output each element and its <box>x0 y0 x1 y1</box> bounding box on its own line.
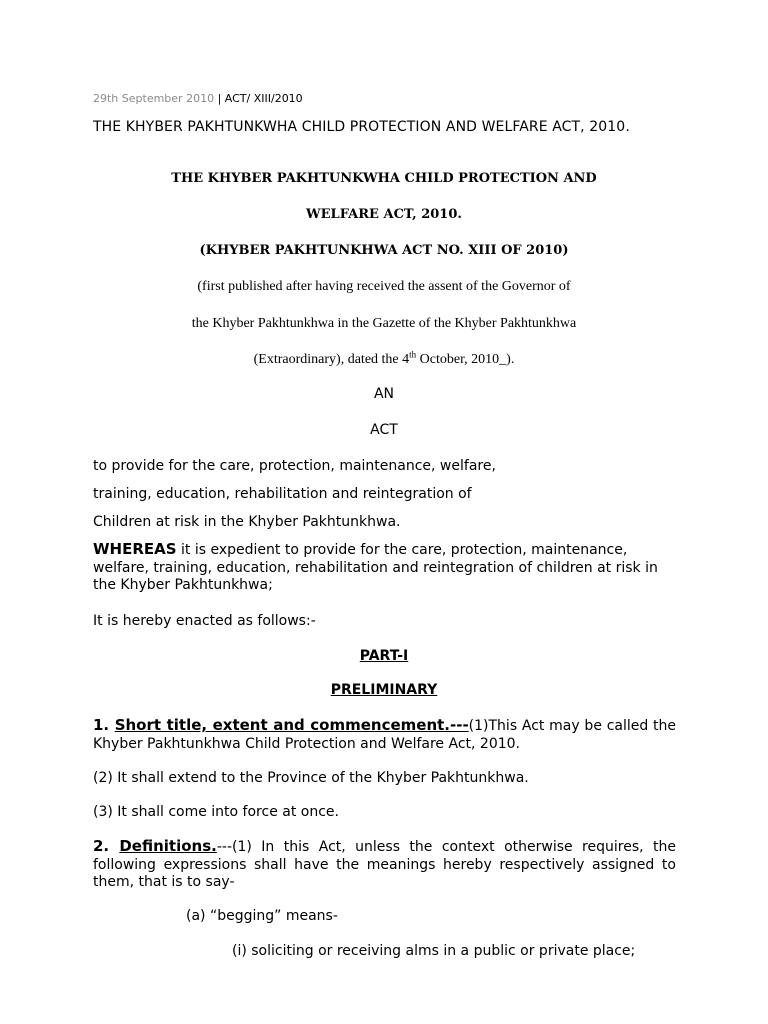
definition-item-a: (a) “begging” means- <box>186 908 338 924</box>
heading-act-number: (KHYBER PAKHTUNKHWA ACT NO. XIII OF 2010) <box>199 243 569 258</box>
whereas-paragraph <box>93 541 676 595</box>
publication-line-3-start: (Extraordinary), dated the 4 <box>253 352 410 367</box>
preliminary-heading-text: PRELIMINARY <box>330 682 438 698</box>
heading-line-1: THE KHYBER PAKHTUNKWHA CHILD PROTECTION AND <box>171 171 597 186</box>
whereas-text: it is expedient to provide for the care, protection, maintenance, welfare, training, education, rehabilitation and reintegration of children at risk in the Khyber Pakhtunkhwa; <box>93 542 658 593</box>
header-separator: | <box>214 92 225 105</box>
publication-line-2: the Khyber Pakhtunkhwa in the Gazette of the Khyber Pakhtunkhwa <box>191 316 577 331</box>
publication-line-3-end: October, 2010_). <box>416 352 515 367</box>
publication-line-3 <box>0 349 768 368</box>
section-2-number: 2. <box>93 837 120 855</box>
publication-superscript: th <box>409 349 417 360</box>
whereas-lead: WHEREAS <box>93 540 177 558</box>
section-1 <box>93 717 676 753</box>
section-1-subsection-2: (2) It shall extend to the Province of the Khyber Pakhtunkhwa. <box>93 770 529 786</box>
document-title: THE KHYBER PAKHTUNKWHA CHILD PROTECTION AND WELFARE ACT, 2010. <box>93 119 630 135</box>
section-1-number: 1. <box>93 716 115 734</box>
purpose-line-3: Children at risk in the Khyber Pakhtunkhwa. <box>93 514 401 530</box>
enacted-clause: It is hereby enacted as follows:- <box>93 613 316 629</box>
section-1-text: (1)This Act may be called the Khyber Pakhtunkhwa Child Protection and Welfare Act, 2010. <box>93 718 676 752</box>
part-heading <box>0 648 768 664</box>
act-code: ACT/ XIII/2010 <box>224 92 303 105</box>
publication-line-1: (first published after having received the assent of the Governor of <box>197 279 571 294</box>
document-header-meta <box>93 92 303 105</box>
section-2-title: Definitions. <box>119 837 217 855</box>
part-heading-text: PART-I <box>359 648 409 664</box>
heading-line-2: WELFARE ACT, 2010. <box>306 207 462 222</box>
purpose-line-1: to provide for the care, protection, maintenance, welfare, <box>93 458 496 474</box>
purpose-line-2: training, education, rehabilitation and reintegration of <box>93 486 472 502</box>
section-1-subsection-3: (3) It shall come into force at once. <box>93 804 339 820</box>
section-1-title: Short title, extent and commencement.--- <box>114 716 469 734</box>
an-heading: AN <box>373 386 395 402</box>
preliminary-heading <box>0 682 768 698</box>
definition-item-a-i: (i) soliciting or receiving alms in a public or private place; <box>232 943 636 959</box>
publish-date: 29th September 2010 <box>93 92 215 105</box>
section-2 <box>93 838 676 892</box>
section-2-text: ---(1) In this Act, unless the context otherwise requires, the following expressions shall have the meanings hereby respectively assigned to them, that is to say- <box>93 839 677 890</box>
act-heading: ACT <box>370 422 398 438</box>
